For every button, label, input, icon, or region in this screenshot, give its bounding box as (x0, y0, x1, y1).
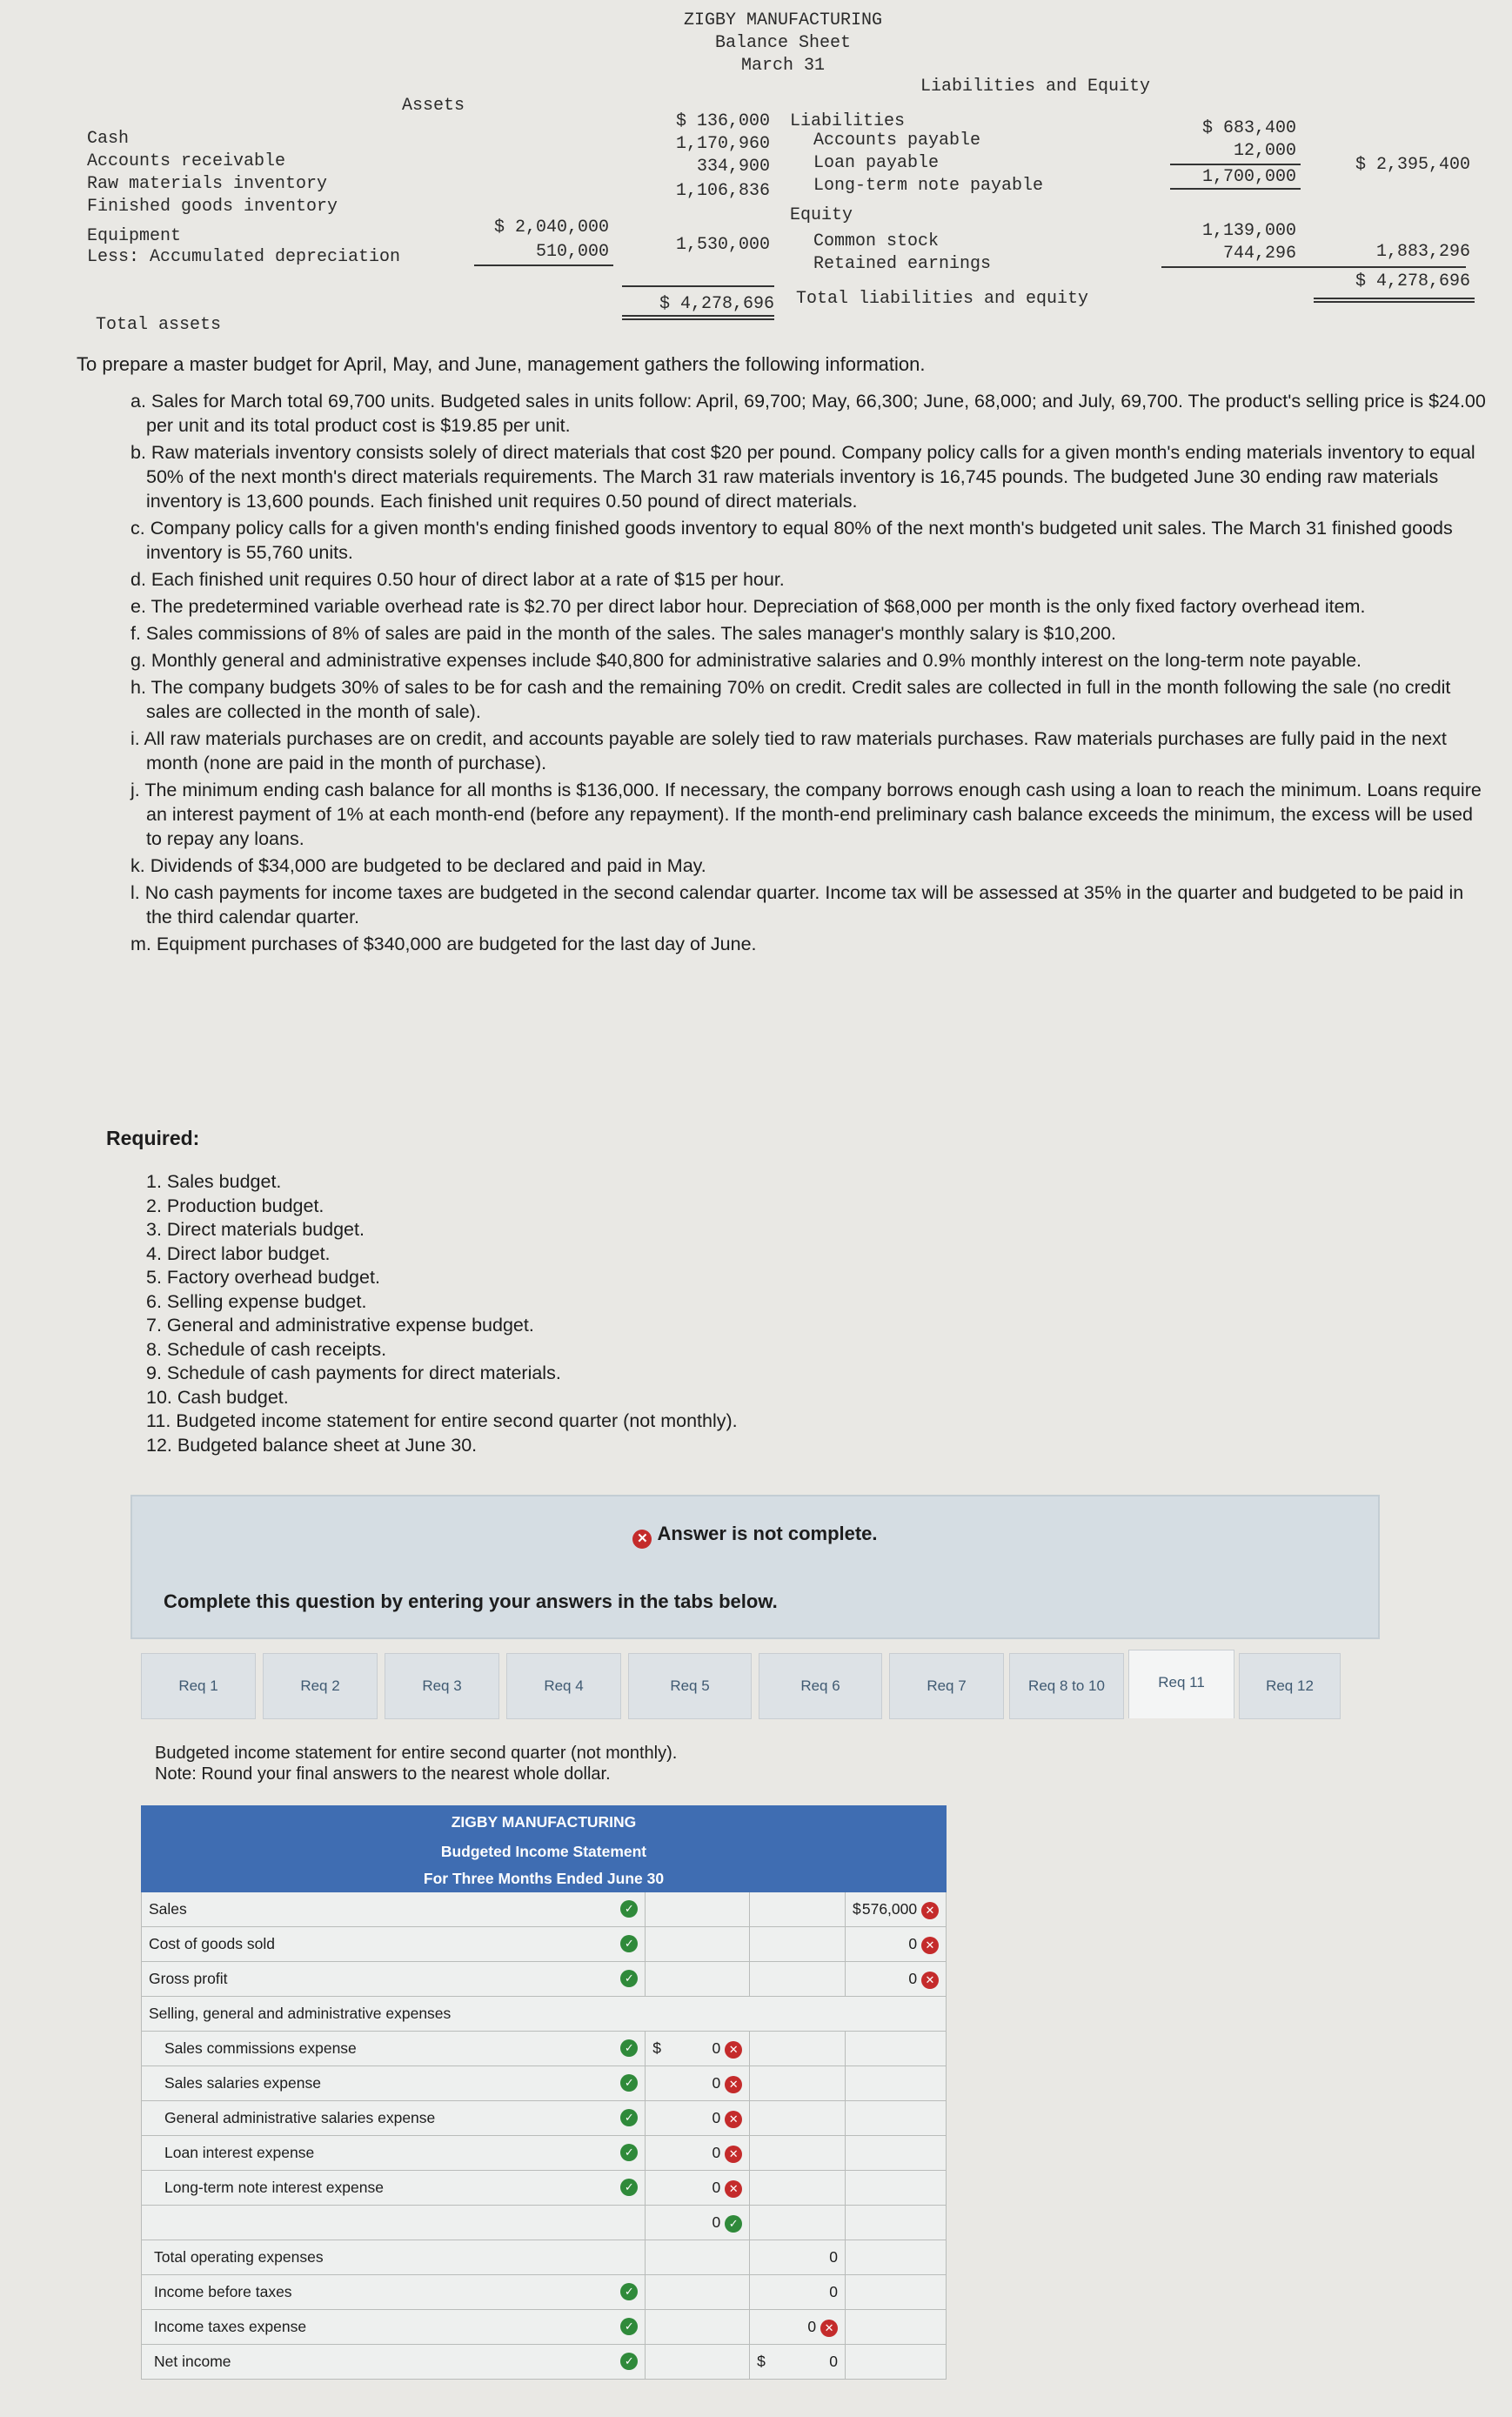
liability-amount: $ 683,400 (1201, 118, 1296, 138)
equipment-gross: $ 2,040,000 (493, 218, 609, 238)
error-icon: ✕ (632, 1530, 652, 1549)
sales-salaries-value[interactable]: 0 ✕ (646, 2066, 750, 2101)
bs-company: ZIGBY MANUFACTURING (683, 10, 883, 30)
row-label-ga-salaries[interactable]: General administrative salaries expense ✓ (142, 2101, 646, 2136)
blank-row-value[interactable]: 0 ✓ (646, 2206, 750, 2240)
empty-cell (750, 2136, 846, 2171)
gross-profit-value[interactable]: 0 ✕ (846, 1962, 947, 1997)
info-item: k. Dividends of $34,000 are budgeted to be declared and paid in May. (130, 855, 706, 876)
cross-icon: ✕ (921, 1972, 939, 1989)
income-taxes-value[interactable]: 0 ✕ (750, 2310, 846, 2345)
table-row (142, 1997, 947, 2032)
bs-title: Balance Sheet (714, 33, 852, 53)
problem-info (77, 352, 1486, 959)
liability-amount: 12,000 (1233, 141, 1296, 161)
table-row (142, 2171, 947, 2206)
check-icon: ✓ (725, 2215, 742, 2233)
empty-cell (750, 1962, 846, 1997)
cross-icon: ✕ (725, 2076, 742, 2093)
equity-amount: 1,139,000 (1201, 221, 1296, 241)
row-label-loan-interest[interactable]: Loan interest expense ✓ (142, 2136, 646, 2171)
equipment-label: Equipment (87, 226, 182, 246)
lt-note-interest-value[interactable]: 0 ✕ (646, 2171, 750, 2206)
tab-req-5[interactable]: Req 5 (628, 1653, 752, 1719)
info-item: m. Equipment purchases of $340,000 are budgeted for the last day of June. (130, 934, 757, 954)
tab-req-12[interactable]: Req 12 (1239, 1653, 1341, 1719)
row-label-net-income[interactable]: Net income ✓ (142, 2345, 646, 2380)
cross-icon: ✕ (725, 2180, 742, 2198)
info-item: j. The minimum ending cash balance for all months is $136,000. If necessary, the company borrows enough cash using a loan to reach the minimum. Loans require an interest payment of 1% at each month-end (before any repayment). If the month-end preliminary cash balance exceeds the minimum, the excess will be used to repay any loans. (130, 780, 1482, 849)
check-icon: ✓ (620, 2353, 638, 2370)
asset-label: Cash (87, 129, 130, 149)
row-label-lt-note-interest[interactable]: Long-term note interest expense ✓ (142, 2171, 646, 2206)
info-item: b. Raw materials inventory consists solely of direct materials that cost $20 per pound. Company policy calls for a given month's ending materials inventory to equal 50% of the next month's direct materials requirements. The March 31 raw materials inventory is 16,745 pounds. The budgeted June 30 ending raw materials inventory is 13,600 pounds. Each finished unit requires 0.50 pound of direct materials. (130, 442, 1475, 512)
asset-amount: 334,900 (696, 157, 770, 177)
accum-dep-amount: 510,000 (535, 242, 609, 262)
row-label-sales[interactable]: Sales ✓ (142, 1892, 646, 1927)
assets-header: Assets (402, 96, 465, 116)
asset-label: Finished goods inventory (87, 197, 338, 217)
cross-icon: ✕ (921, 1902, 939, 1919)
empty-cell (846, 2171, 947, 2206)
required-item: 2. Production budget. (146, 1195, 324, 1216)
asset-amount: 1,106,836 (675, 181, 770, 201)
rounding-note: Note: Round your final answers to the nearest whole dollar. (155, 1764, 611, 1784)
empty-cell (750, 2101, 846, 2136)
equity-item-label: Common stock (813, 231, 940, 251)
total-equity: 1,883,296 (1375, 242, 1470, 262)
required-item: 12. Budgeted balance sheet at June 30. (146, 1434, 478, 1456)
check-icon: ✓ (620, 2039, 638, 2057)
liability-label: Long-term note payable (813, 176, 1044, 196)
equity-label: Equity (790, 205, 853, 225)
liability-amount: 1,700,000 (1201, 167, 1296, 187)
row-label-cogs[interactable]: Cost of goods sold ✓ (142, 1927, 646, 1962)
empty-cell (846, 2240, 947, 2275)
info-item: f. Sales commissions of 8% of sales are paid in the month of the sales. The sales manager's monthly salary is $10,200. (130, 623, 1117, 644)
intro-text: To prepare a master budget for April, May, and June, management gathers the following information. (77, 353, 926, 375)
tab-req-8-10[interactable]: Req 8 to 10 (1009, 1653, 1124, 1719)
check-icon: ✓ (620, 2074, 638, 2092)
total-le-amount: $ 4,278,696 (1355, 271, 1470, 291)
required-heading: Required: (106, 1127, 200, 1149)
table-row (142, 2240, 947, 2275)
asset-amount: $ 136,000 (675, 111, 770, 131)
total-assets-amount: $ 4,278,696 (659, 294, 774, 314)
info-item: d. Each finished unit requires 0.50 hour of direct labor at a rate of $15 per hour. (130, 569, 785, 590)
tab-req-6[interactable]: Req 6 (759, 1653, 882, 1719)
equity-item-label: Retained earnings (813, 254, 992, 274)
income-before-taxes-value: 0 (750, 2275, 846, 2310)
row-label-gross-profit[interactable]: Gross profit ✓ (142, 1962, 646, 1997)
empty-cell (846, 2101, 947, 2136)
empty-cell (750, 2066, 846, 2101)
row-label-sales-salaries[interactable]: Sales salaries expense ✓ (142, 2066, 646, 2101)
required-item: 7. General and administrative expense budget. (146, 1315, 534, 1336)
accum-dep-label: Less: Accumulated depreciation (87, 247, 401, 267)
table-row (142, 1927, 947, 1962)
required-item: 10. Cash budget. (146, 1386, 289, 1408)
empty-cell (846, 2275, 947, 2310)
cross-icon: ✕ (921, 1937, 939, 1954)
instruction-line: Budgeted income statement for entire second quarter (not monthly). (155, 1744, 678, 1763)
required-item: 9. Schedule of cash payments for direct materials. (146, 1362, 561, 1383)
row-label-sga: Selling, general and administrative expenses (142, 1997, 947, 2032)
empty-cell (646, 2345, 750, 2380)
info-item: h. The company budgets 30% of sales to be for cash and the remaining 70% on credit. Credit sales are collected in full in the month following the sale (no credit sales are collected in the month of sale). (130, 677, 1451, 722)
empty-cell (750, 2032, 846, 2066)
tab-req-11[interactable]: Req 11 (1128, 1650, 1234, 1718)
equity-amount: 744,296 (1222, 244, 1296, 264)
check-icon: ✓ (620, 2179, 638, 2196)
answer-status (132, 1523, 1378, 1549)
bs-date: March 31 (740, 56, 825, 76)
tab-req-4[interactable]: Req 4 (506, 1653, 621, 1719)
tab-req-2[interactable]: Req 2 (263, 1653, 378, 1719)
liabilities-label: Liabilities (790, 111, 906, 131)
info-item: a. Sales for March total 69,700 units. Budgeted sales in units follow: April, 69,700; May, 66,300; June, 68,000; and July, 69,700. The product's selling price is $24.00 per unit and its total product cost is $19.85 per unit. (130, 391, 1486, 436)
required-item: 1. Sales budget. (146, 1171, 282, 1192)
total-assets-label: Total assets (96, 315, 222, 335)
table-row (142, 2206, 947, 2240)
check-icon: ✓ (620, 2283, 638, 2300)
check-icon: ✓ (620, 2318, 638, 2335)
table-row (142, 1892, 947, 1927)
info-item: c. Company policy calls for a given month's ending finished goods inventory to equal 80% of the next month's budgeted unit sales. The March 31 finished goods inventory is 55,760 units. (130, 518, 1453, 563)
status-text: Answer is not complete. (657, 1523, 878, 1544)
empty-cell (846, 2136, 947, 2171)
check-icon: ✓ (620, 2109, 638, 2126)
row-label-income-taxes[interactable]: Income taxes expense ✓ (142, 2310, 646, 2345)
info-item: l. No cash payments for income taxes are budgeted in the second calendar quarter. Income tax will be assessed at 35% in the quarter and budgeted to be paid in the third calendar quarter. (130, 882, 1464, 927)
tab-req-7[interactable]: Req 7 (889, 1653, 1004, 1719)
check-icon: ✓ (620, 2144, 638, 2161)
asset-label: Raw materials inventory (87, 174, 328, 194)
required-item: 3. Direct materials budget. (146, 1219, 365, 1240)
empty-cell (846, 2066, 947, 2101)
asset-label: Accounts receivable (87, 151, 286, 171)
empty-cell (646, 2240, 750, 2275)
empty-cell (846, 2310, 947, 2345)
net-income-value: $ 0 (750, 2345, 846, 2380)
row-label-sales-commissions[interactable]: Sales commissions expense ✓ (142, 2032, 646, 2066)
cogs-value[interactable]: 0 ✕ (846, 1927, 947, 1962)
total-liabilities: $ 2,395,400 (1355, 155, 1470, 175)
check-icon: ✓ (620, 1935, 638, 1952)
row-label-blank[interactable] (142, 2206, 646, 2240)
empty-cell (846, 2345, 947, 2380)
empty-cell (750, 1927, 846, 1962)
is-company: ZIGBY MANUFACTURING (142, 1806, 947, 1838)
panel-instruction: Complete this question by entering your answers in the tabs below. (164, 1590, 778, 1612)
required-item: 11. Budgeted income statement for entire second quarter (not monthly). (146, 1410, 738, 1431)
table-row (142, 2066, 947, 2101)
check-icon: ✓ (620, 1900, 638, 1918)
empty-cell (646, 1962, 750, 1997)
info-item: g. Monthly general and administrative expenses include $40,800 for administrative salaries and 0.9% monthly interest on the long-term note payable. (130, 650, 1362, 671)
loan-interest-value[interactable]: 0 ✕ (646, 2136, 750, 2171)
is-title: Budgeted Income Statement (142, 1838, 947, 1865)
total-opex-value: 0 (750, 2240, 846, 2275)
required-item: 6. Selling expense budget. (146, 1290, 367, 1312)
empty-cell (646, 1892, 750, 1927)
empty-cell (750, 2206, 846, 2240)
empty-cell (750, 2171, 846, 2206)
empty-cell (646, 2275, 750, 2310)
liability-label: Accounts payable (813, 131, 981, 151)
cross-icon: ✕ (820, 2320, 838, 2337)
table-row (142, 1962, 947, 1997)
required-item: 8. Schedule of cash receipts. (146, 1338, 387, 1360)
total-le-label: Total liabilities and equity (796, 289, 1089, 309)
table-row (142, 2032, 947, 2066)
row-label-income-before-taxes[interactable]: Income before taxes ✓ (142, 2275, 646, 2310)
tab-instructions (155, 1743, 677, 1784)
required-list (146, 1170, 738, 1457)
cross-icon: ✕ (725, 2146, 742, 2163)
table-row (142, 2310, 947, 2345)
sales-value[interactable]: $ 576,000 ✕ (846, 1892, 947, 1927)
tab-req-3[interactable]: Req 3 (385, 1653, 499, 1719)
table-row (142, 2136, 947, 2171)
cross-icon: ✕ (725, 2111, 742, 2128)
info-item: e. The predetermined variable overhead rate is $2.70 per direct labor hour. Depreciation of $68,000 per month is the only fixed factory overhead item. (130, 596, 1366, 617)
tab-req-1[interactable]: Req 1 (141, 1653, 256, 1719)
liability-label: Loan payable (813, 153, 940, 173)
empty-cell (750, 1892, 846, 1927)
is-period: For Three Months Ended June 30 (142, 1865, 947, 1892)
required-item: 4. Direct labor budget. (146, 1242, 331, 1264)
info-item: i. All raw materials purchases are on credit, and accounts payable are solely tied to raw materials purchases. Raw materials purchases are fully paid in the next month (none are paid in the month of purchase). (130, 728, 1447, 773)
empty-cell (846, 2206, 947, 2240)
cross-icon: ✕ (725, 2041, 742, 2059)
equipment-net: 1,530,000 (675, 235, 770, 255)
check-icon: ✓ (620, 1970, 638, 1987)
table-row (142, 2275, 947, 2310)
req-tabs (141, 1653, 1341, 1717)
sales-commissions-value[interactable]: $ 0 ✕ (646, 2032, 750, 2066)
row-label-total-opex: Total operating expenses (142, 2240, 646, 2275)
income-statement-table (141, 1805, 947, 2380)
empty-cell (646, 1927, 750, 1962)
asset-amount: 1,170,960 (675, 134, 770, 154)
table-row (142, 2101, 947, 2136)
empty-cell (646, 2310, 750, 2345)
liab-equity-header: Liabilities and Equity (920, 77, 1151, 97)
required-item: 5. Factory overhead budget. (146, 1267, 380, 1288)
table-row (142, 2345, 947, 2380)
answer-status-panel (130, 1495, 1380, 1639)
empty-cell (846, 2032, 947, 2066)
ga-salaries-value[interactable]: 0 ✕ (646, 2101, 750, 2136)
